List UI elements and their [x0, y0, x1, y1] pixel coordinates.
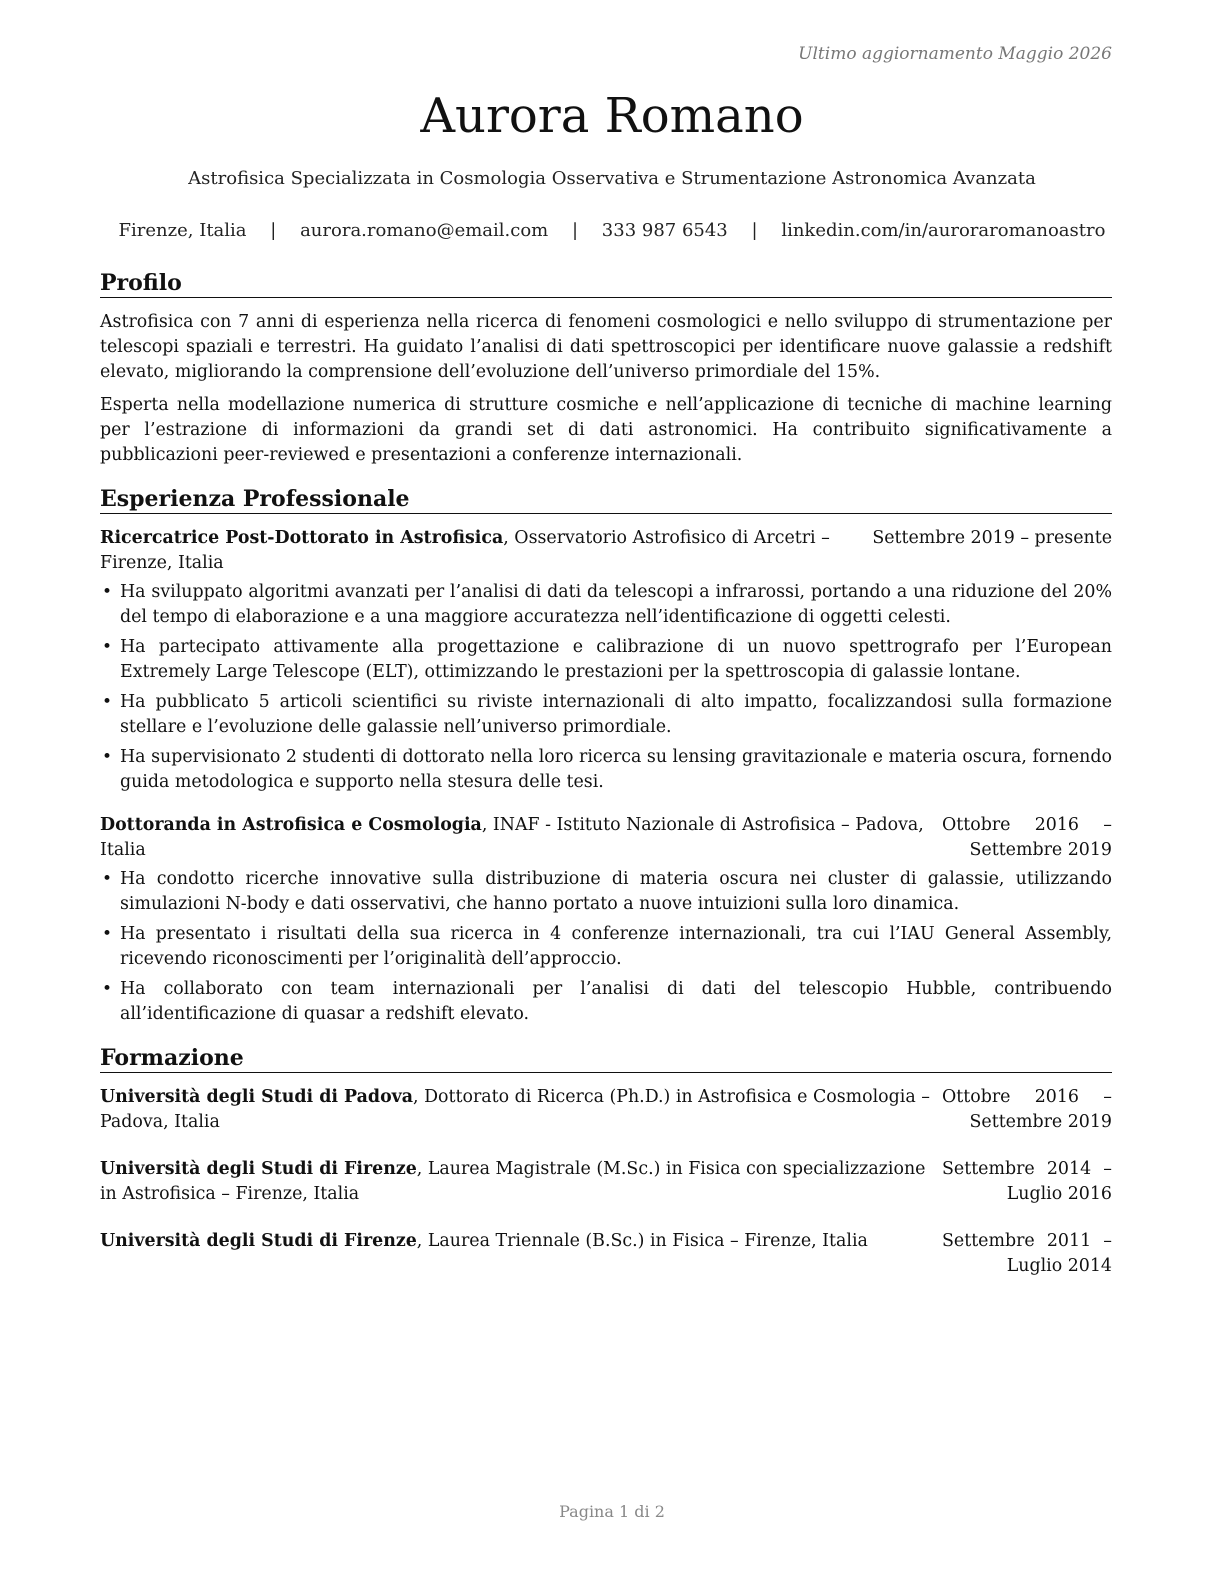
education-school: Università degli Studi di Firenze: [100, 1159, 417, 1179]
education-degree: , Laurea Triennale (B.Sc.) in Fisica – Firenze, Italia: [416, 1231, 868, 1251]
job-bullet: • Ha pubblicato 5 articoli scientifici su riviste internazionali di alto impatto, focalizzandosi sulla formazione stellare e l’evoluzione delle galassie nell’universo primordiale.: [100, 690, 1112, 740]
job-header: [100, 813, 1112, 863]
education-degree: , Laurea Magistrale (M.Sc.) in Fisica con specializzazione in Astrofisica – Firenze, Italia: [100, 1159, 926, 1204]
education-title-line: [100, 1229, 942, 1279]
profile-section: [100, 270, 1112, 468]
education-degree: , Dottorato di Ricerca (Ph.D.) in Astrofisica e Cosmologia – Padova, Italia: [100, 1087, 930, 1132]
education-entry: [100, 1229, 1112, 1279]
section-title-experience: Esperienza Professionale: [100, 486, 1112, 514]
job-bullet: • Ha presentato i risultati della sua ricerca in 4 conferenze internazionali, tra cui l’IAU General Assembly, ricevendo riconoscimenti per l’originalità dell’approccio.: [100, 922, 1112, 972]
job-role: Ricercatrice Post-Dottorato in Astrofisica: [100, 528, 504, 548]
education-dates: Settembre 2011 – Luglio 2014: [942, 1231, 1112, 1276]
contact-email[interactable]: aurora.romano@email.com: [300, 220, 549, 241]
job-dates: Settembre 2019 – presente: [872, 528, 1112, 548]
candidate-title: Astrofisica Specializzata in Cosmologia Osservativa e Strumentazione Astronomica Avanzata: [188, 168, 1036, 189]
job-bullets: [100, 580, 1112, 795]
education-section: [100, 1045, 1112, 1279]
contact-phone[interactable]: 333 987 6543: [601, 220, 728, 241]
job-bullets: [100, 867, 1112, 1027]
contact-linkedin[interactable]: linkedin.com/in/auroraromanoastro: [781, 220, 1106, 241]
education-school: Università degli Studi di Firenze: [100, 1231, 417, 1251]
contact-separator: |: [270, 220, 277, 241]
education-title-line: [100, 1157, 942, 1207]
resume-content: [100, 270, 1112, 1301]
job-title-line: [100, 813, 942, 863]
education-dates: Ottobre 2016 – Settembre 2019: [942, 1087, 1112, 1132]
education-title-line: [100, 1085, 942, 1135]
job-bullet: • Ha condotto ricerche innovative sulla distribuzione di materia oscura nei cluster di galassie, utilizzando simulazioni N-body e dati osservativi, che hanno portato a nuove intuizioni sulla loro dinamica.: [100, 867, 1112, 917]
section-title-profile: Profilo: [100, 270, 1112, 298]
section-title-education: Formazione: [100, 1045, 1112, 1073]
job-role: Dottoranda in Astrofisica e Cosmologia: [100, 815, 482, 835]
job-dates: Ottobre 2016 – Settembre 2019: [942, 815, 1112, 860]
education-entry: [100, 1157, 1112, 1207]
job-header: [100, 526, 1112, 576]
experience-section: [100, 486, 1112, 1027]
profile-paragraph: Astrofisica con 7 anni di esperienza nella ricerca di fenomeni cosmologici e nello sviluppo di strumentazione per telescopi spaziali e terrestri. Ha guidato l’analisi di dati spettroscopici per identificare nuove galassie a redshift elevato, migliorando la comprensione dell’evoluzione dell’universo primordiale del 15%.: [100, 312, 1112, 382]
job-title-line: [100, 526, 872, 576]
education-school: Università degli Studi di Padova: [100, 1087, 414, 1107]
contact-location: Firenze, Italia: [118, 220, 247, 241]
job-bullet: • Ha collaborato con team internazionali per l’analisi di dati del telescopio Hubble, contribuendo all’identificazione di quasar a redshift elevato.: [100, 977, 1112, 1027]
contact-separator: |: [571, 220, 579, 241]
education-entry: [100, 1085, 1112, 1135]
job-entry: [100, 526, 1112, 795]
last-updated: Ultimo aggiornamento Maggio 2026: [798, 44, 1112, 64]
education-dates: Settembre 2014 – Luglio 2016: [942, 1159, 1112, 1204]
job-entry: [100, 813, 1112, 1027]
contact-line: [0, 220, 1224, 241]
contact-separator: |: [751, 220, 758, 241]
candidate-name: Aurora Romano: [420, 88, 804, 144]
job-organization: , Osservatorio Astrofisico di Arcetri – Firenze, Italia: [100, 528, 830, 573]
profile-paragraph: Esperta nella modellazione numerica di strutture cosmiche e nell’applicazione di tecniche di machine learning per l’estrazione di informazioni da grandi set di dati astronomici. Ha contribuito significativamente a pubblicazioni peer-reviewed e presentazioni a conferenze internazionali.: [100, 395, 1112, 465]
job-bullet: • Ha sviluppato algoritmi avanzati per l’analisi di dati da telescopi a infrarossi, portando a una riduzione del 20% del tempo di elaborazione e a una maggiore accuratezza nell’identificazione di oggetti celesti.: [100, 580, 1112, 630]
job-organization: , INAF - Istituto Nazionale di Astrofisica – Padova, Italia: [100, 815, 924, 860]
job-bullet: • Ha supervisionato 2 studenti di dottorato nella loro ricerca su lensing gravitazionale e materia oscura, fornendo guida metodologica e supporto nella stesura delle tesi.: [100, 745, 1112, 795]
job-bullet: • Ha partecipato attivamente alla progettazione e calibrazione di un nuovo spettrografo per l’European Extremely Large Telescope (ELT), ottimizzando le prestazioni per la spettroscopia di galassie lontane.: [100, 635, 1112, 685]
page-number: Pagina 1 di 2: [559, 1502, 665, 1521]
